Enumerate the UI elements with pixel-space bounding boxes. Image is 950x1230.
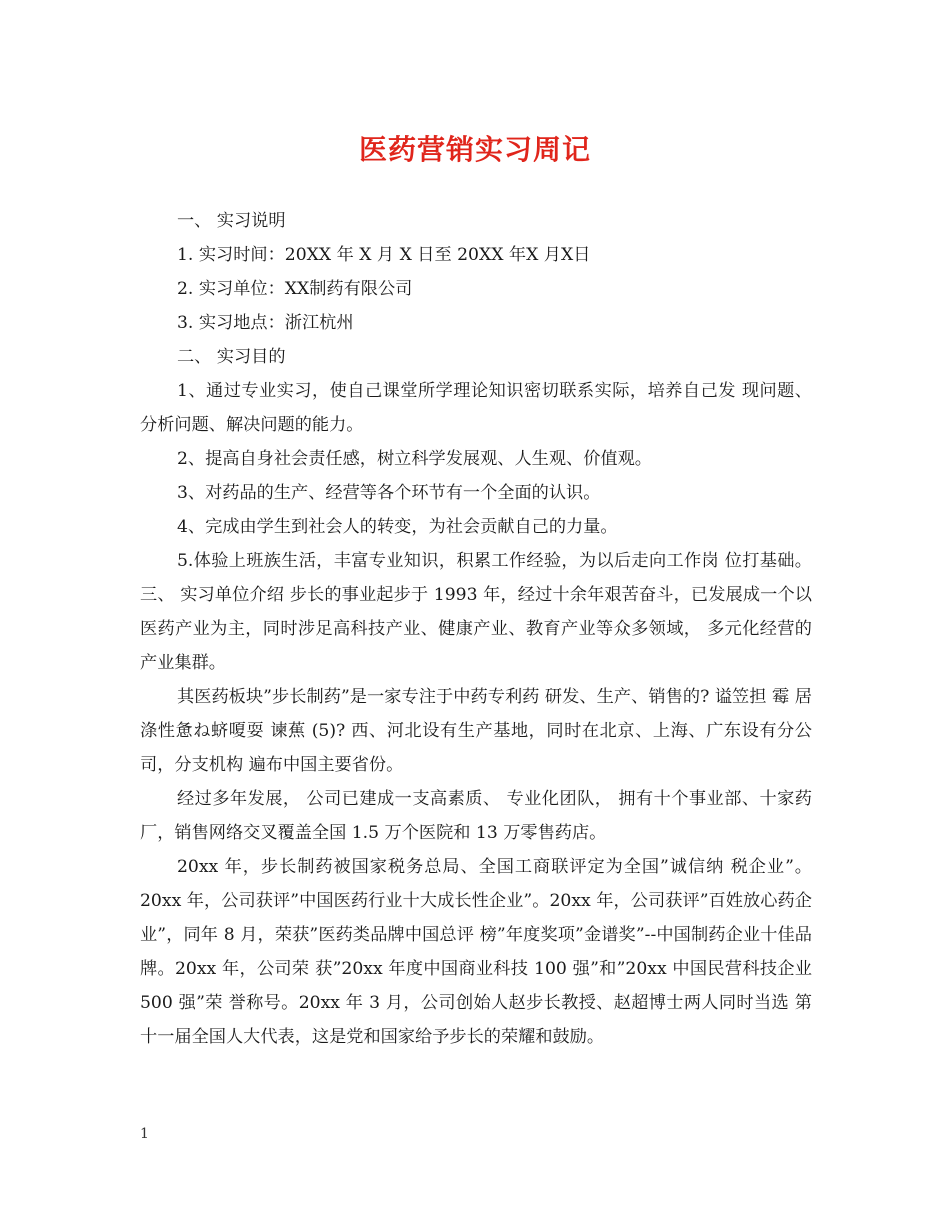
body-paragraph: 经过多年发展， 公司已建成一支高素质、 专业化团队， 拥有十个事业部、十家药厂，销售网络交叉覆盖全国 1.5 万个医院和 13 万零售药店。 <box>140 789 812 843</box>
purpose-item-5: 5.体验上班族生活，丰富专业知识，积累工作经验，为以后走向工作岗 位打基础。 三、 实习单位介绍 步长的事业起步于 1993 年，经过十余年艰苦奋斗，已发展成一个以 医药产业为主，同时涉足高科技产业、健康产业、教育产业等众多领域， 多元化经营的产业集群。 <box>140 551 812 673</box>
purpose-item-4: 4、完成由学生到社会人的转变，为社会贡献自己的力量。 <box>176 517 618 537</box>
purpose-item-1: 1、通过专业实习，使自己课堂所学理论知识密切联系实际，培养自己发 现问题、分析问题、解决问题的能力。 <box>140 381 812 435</box>
info-line-time: 1. 实习时间：20XX 年 X 月 X 日至 20XX 年X 月X日 <box>176 245 591 265</box>
info-line-unit: 2. 实习单位：XX制药有限公司 <box>176 279 413 299</box>
document-title: 医药营销实习周记 <box>358 133 591 166</box>
info-line-location: 3. 实习地点：浙江杭州 <box>176 313 354 333</box>
section-heading-1: 一、 实习说明 <box>176 211 286 231</box>
body-paragraph: 其医药板块”步长制药”是一家专注于中药专利药 研发、生产、销售的? 谥笠担 霉 居涤性惫ね蛴嗄耍 谏蕉 (5)? 西、河北设有生产基地，同时在北京、上海、广东设有分公司，分支机构 遍布中国主要省份。 <box>140 687 812 775</box>
purpose-item-3: 3、对药品的生产、经营等各个环节有一个全面的认识。 <box>176 483 601 503</box>
body-paragraph: 20xx 年，步长制药被国家税务总局、全国工商联评定为全国”诚信纳 税企业”。20xx 年，公司获评”中国医药行业十大成长性企业”。20xx 年，公司获评”百姓放心药企业”，同年 8 月，荣获”医药类品牌中国总评 榜”年度奖项”金谱奖”--中国制药企业十佳品牌。20xx 年，公司荣 获”20xx 年度中国商业科技 100 强”和”20xx 中国民营科技企业 500 强”荣 誉称号。20xx 年 3 月，公司创始人赵步长教授、赵超博士两人同时当选 第十一届全国人大代表，这是党和国家给予步长的荣耀和鼓励。 <box>140 857 812 1047</box>
page-number: 1 <box>140 1126 149 1142</box>
section-heading-2: 二、 实习目的 <box>176 347 286 367</box>
purpose-item-2: 2、提高自身社会责任感，树立科学发展观、人生观、价值观。 <box>176 449 652 469</box>
document-body <box>140 204 812 1054</box>
